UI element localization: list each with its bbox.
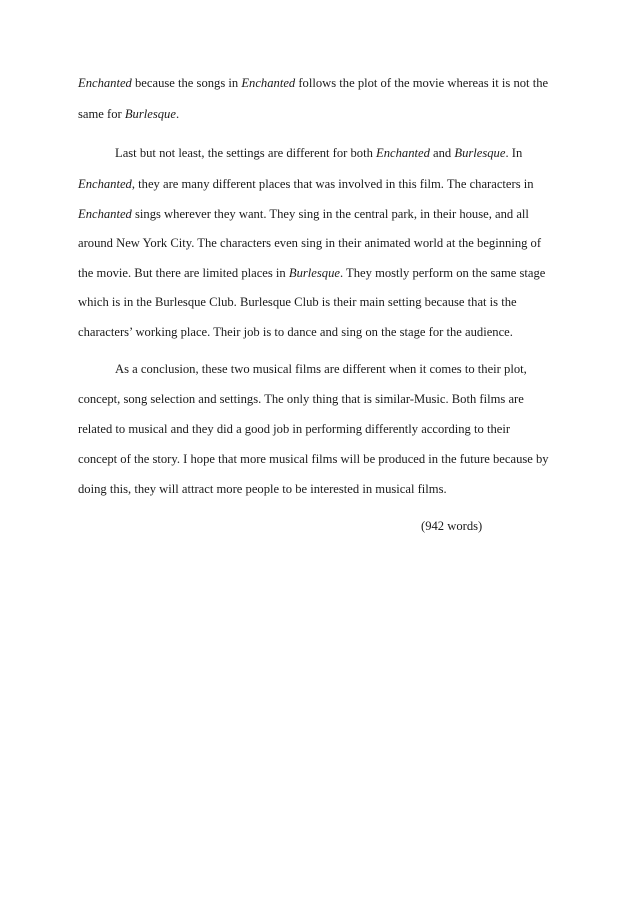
text-segment: . In xyxy=(505,146,523,160)
text-segment: , they are many different places that was involved in this film. The characters in xyxy=(131,177,534,191)
paragraph-1-line-2 xyxy=(78,106,179,122)
paragraph-2-line-1 xyxy=(115,145,522,161)
text-segment: because the songs in xyxy=(131,76,242,90)
paragraph-3-line-3: related to musical and they did a good job in performing differently according to their xyxy=(78,422,511,436)
text-segment: sings wherever they want. They sing in the central park, in their house, and all xyxy=(131,207,529,221)
text-segment: follows the plot of the movie whereas it is not the xyxy=(295,76,549,90)
paragraph-2-line-2 xyxy=(78,176,534,192)
title-enchanted: Enchanted xyxy=(78,177,132,191)
title-burlesque: Burlesque xyxy=(454,146,506,160)
paragraph-2-line-5 xyxy=(78,265,545,281)
text-segment: Last but not least, the settings are different for both xyxy=(115,146,377,160)
text-segment: . xyxy=(175,107,180,121)
paragraph-3-line-5: doing this, they will attract more people to be interested in musical films. xyxy=(78,482,447,496)
title-enchanted: Enchanted xyxy=(241,76,296,90)
text-segment: . They mostly perform on the same stage xyxy=(339,266,546,280)
paragraph-1-line-1 xyxy=(78,75,548,91)
word-count: (942 words) xyxy=(421,519,483,533)
title-burlesque: Burlesque xyxy=(288,266,340,280)
text-segment: the movie. But there are limited places in xyxy=(78,266,289,280)
title-burlesque: Burlesque xyxy=(124,107,176,121)
paragraph-3-line-1: As a conclusion, these two musical films are different when it comes to their plot, xyxy=(115,362,527,376)
text-segment: and xyxy=(429,146,455,160)
title-enchanted: Enchanted xyxy=(376,146,430,160)
title-enchanted: Enchanted xyxy=(78,207,132,221)
paragraph-2-line-6: which is in the Burlesque Club. Burlesque Club is their main setting because that is the xyxy=(78,295,517,309)
title-enchanted: Enchanted xyxy=(78,76,132,90)
paragraph-3-line-4: concept of the story. I hope that more musical films will be produced in the future because by xyxy=(78,452,549,466)
text-segment: same for xyxy=(78,107,125,121)
paragraph-2-line-3 xyxy=(78,206,529,222)
paragraph-2-line-4: around New York City. The characters even sing in their animated world at the beginning of xyxy=(78,236,542,250)
paragraph-2-line-7: characters’ working place. Their job is to dance and sing on the stage for the audience. xyxy=(78,325,513,339)
paragraph-3-line-2: concept, song selection and settings. The only thing that is similar-Music. Both films are xyxy=(78,392,524,406)
